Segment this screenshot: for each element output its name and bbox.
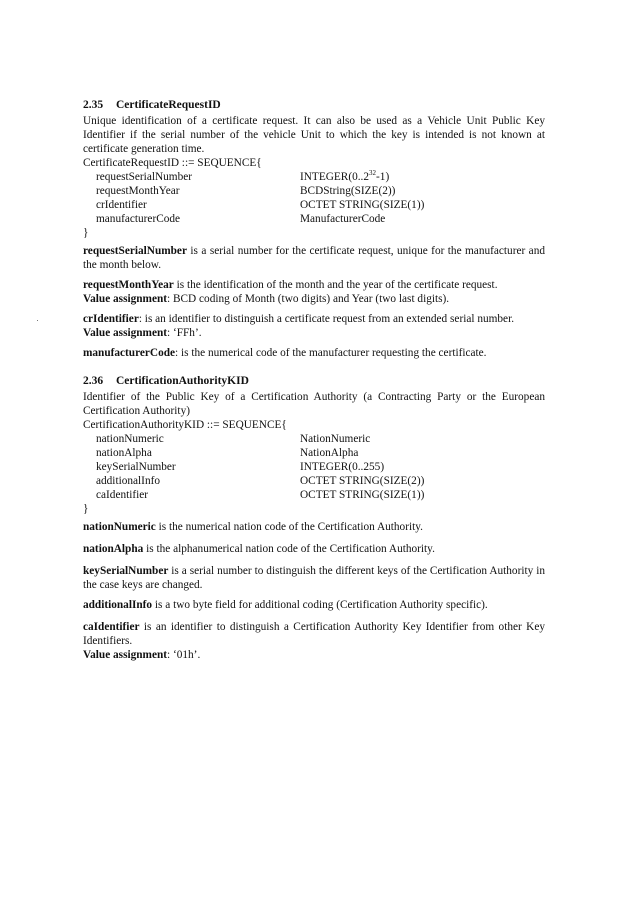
section-heading-2-35 — [83, 98, 545, 112]
section-number: 2.35 — [83, 99, 104, 111]
definition: requestSerialNumber is a serial number for the certificate request, unique for the manufacturer and the month below. — [83, 245, 545, 271]
definition: requestMonthYear is the identification of the month and the year of the certificate request. — [83, 279, 498, 291]
sequence-close: } — [83, 503, 89, 515]
sequence-field — [83, 432, 545, 446]
section-heading-2-36 — [83, 374, 545, 388]
sequence-field — [83, 184, 545, 198]
definition: additionalInfo is a two byte field for additional coding (Certification Authority specific). — [83, 599, 488, 611]
sequence-close: } — [83, 227, 89, 239]
definition: keySerialNumber is a serial number to distinguish the different keys of the Certification Authority in the case keys are changed. — [83, 565, 545, 591]
section-title: CertificateRequestID — [116, 99, 221, 111]
field-name: manufacturerCode — [96, 213, 181, 225]
value-assignment: Value assignment: ‘FFh’. — [83, 327, 202, 339]
sequence-field — [83, 212, 545, 226]
definition: caIdentifier is an identifier to distinguish a Certification Authority Key Identifier from other Key Identifiers. — [83, 621, 545, 647]
sequence-field — [83, 446, 545, 460]
field-name: nationNumeric — [96, 433, 164, 445]
sequence-header: CertificateRequestID ::= SEQUENCE{ — [83, 157, 262, 169]
sequence-field — [83, 170, 545, 184]
scan-speck — [37, 320, 38, 321]
sequence-field — [83, 460, 545, 474]
sequence-header: CertificationAuthorityKID ::= SEQUENCE{ — [83, 419, 287, 431]
section-intro: Unique identification of a certificate request. It can also be used as a Vehicle Unit Public Key Identifier if the serial number of the vehicle Unit to which the key is intended is not known at certificate generation time. — [83, 115, 545, 155]
section-number: 2.36 — [83, 375, 104, 387]
field-name: requestMonthYear — [96, 185, 180, 197]
definition: nationNumeric is the numerical nation code of the Certification Authority. — [83, 521, 423, 533]
definition: manufacturerCode: is the numerical code of the manufacturer requesting the certificate. — [83, 347, 487, 359]
value-assignment: Value assignment: ‘01h’. — [83, 649, 201, 661]
field-name: crIdentifier — [96, 199, 147, 211]
field-type: BCDString(SIZE(2)) — [300, 185, 396, 197]
sequence-field — [83, 198, 545, 212]
definition: crIdentifier: is an identifier to distinguish a certificate request from an extended serial number. — [83, 313, 515, 325]
field-type: OCTET STRING(SIZE(1)) — [300, 489, 425, 501]
sequence-field — [83, 488, 545, 502]
document-page — [83, 98, 545, 662]
field-name: additionalInfo — [96, 475, 160, 487]
field-type: INTEGER(0..255) — [300, 461, 385, 473]
section-title: CertificationAuthorityKID — [116, 375, 249, 387]
section-intro: Identifier of the Public Key of a Certification Authority (a Contracting Party or the European Certification Authority) — [83, 391, 545, 417]
field-type: ManufacturerCode — [300, 213, 386, 225]
field-name: caIdentifier — [96, 489, 149, 501]
field-type: NationNumeric — [300, 433, 371, 445]
field-type: OCTET STRING(SIZE(2)) — [300, 475, 425, 487]
value-assignment: Value assignment: BCD coding of Month (two digits) and Year (two last digits). — [83, 293, 450, 305]
field-type: NationAlpha — [300, 447, 359, 459]
field-name: requestSerialNumber — [96, 171, 192, 183]
field-type: OCTET STRING(SIZE(1)) — [300, 199, 425, 211]
field-name: keySerialNumber — [96, 461, 176, 473]
definition: nationAlpha is the alphanumerical nation code of the Certification Authority. — [83, 543, 435, 555]
field-type: INTEGER(0..2$^{32}$-1) — [300, 169, 390, 183]
field-name: nationAlpha — [96, 447, 152, 459]
sequence-field — [83, 474, 545, 488]
